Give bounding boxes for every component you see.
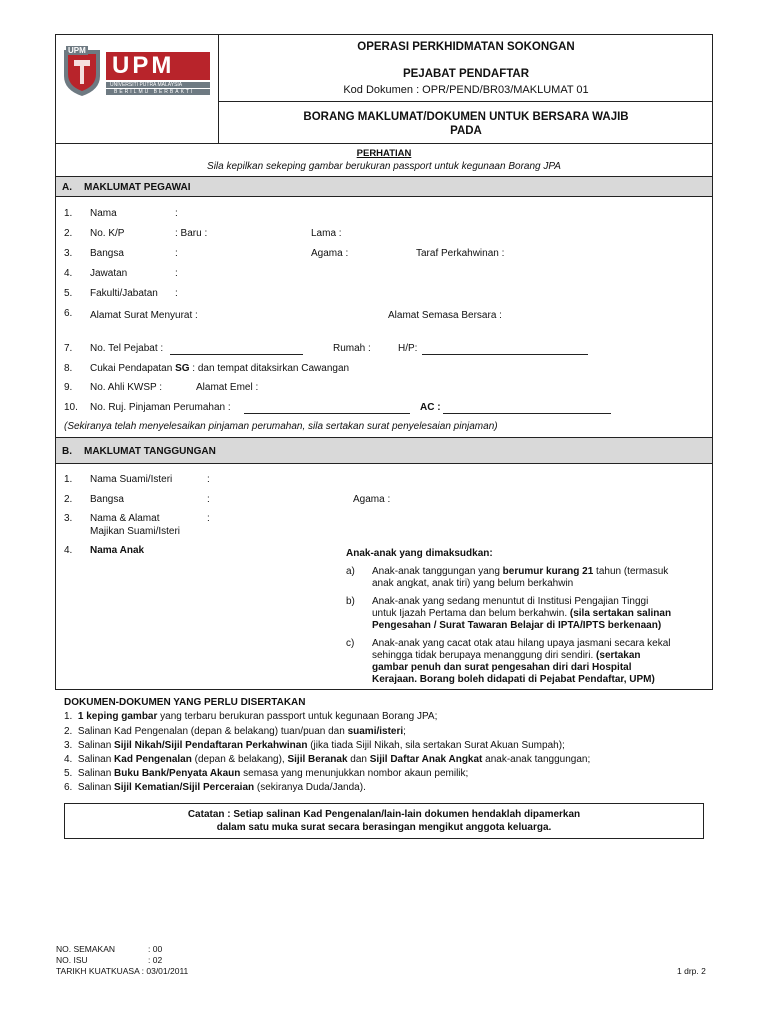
doc-2-t2: ; <box>403 726 406 737</box>
section-a-title: MAKLUMAT PEGAWAI <box>84 182 191 193</box>
doc-3-no: 3. <box>64 740 73 751</box>
catatan-line-1: Catatan : Setiap salinan Kad Pengenalan/lain-lain dokumen hendaklah dipamerkan <box>187 809 581 820</box>
a-r8-text <box>90 363 349 374</box>
a-r10-label: No. Ruj. Pinjaman Perumahan : <box>90 402 231 413</box>
a-r8-pre: Cukai Pendapatan <box>90 363 176 374</box>
b-r2-colon: : <box>207 494 210 505</box>
notice-text: Sila kepilkan sekeping gambar berukuran passport untuk kegunaan Borang JPA <box>207 161 561 172</box>
child-a-b1: berumur kurang 21 <box>502 566 594 577</box>
doc-2 <box>64 726 406 737</box>
header-title-2: PEJABAT PENDAFTAR <box>402 68 530 80</box>
a-r10-line <box>244 402 410 414</box>
a-r7-tel-line <box>170 343 303 355</box>
footer-semakan-val: : 00 <box>148 944 163 954</box>
doc-5-t1: Salinan <box>77 768 115 779</box>
child-c-line4: Kerajaan. Borang boleh didapati di Pejabat Pendaftar, UPM) <box>372 674 655 685</box>
child-c-letter: c) <box>346 638 355 649</box>
child-b-line1: Anak-anak yang sedang menuntut di Institusi Pengajian Tinggi <box>372 596 649 607</box>
doc-1-b: 1 keping gambar <box>77 711 158 722</box>
upm-logo <box>62 46 214 98</box>
child-c-line3: gambar penuh dan surat pengesahan diri dari Hospital <box>372 662 632 673</box>
a-r7-label: No. Tel Pejabat : <box>90 343 164 354</box>
a-r5-no: 5. <box>64 288 73 299</box>
doc-4-b1: Kad Pengenalan <box>114 754 192 765</box>
a-r10-ac-line <box>443 402 611 414</box>
b-r1-label: Nama Suami/Isteri <box>90 474 173 485</box>
footer-isu-val: : 02 <box>148 955 163 965</box>
a-r4-no: 4. <box>64 268 73 279</box>
child-a-letter: a) <box>346 566 355 577</box>
doc-2-b: suami/isteri <box>347 726 404 737</box>
child-a-line2: anak angkat, anak tiri) yang belum berkahwin <box>372 578 574 589</box>
a-r8-post: : dan tempat ditaksirkan Cawangan <box>189 363 350 374</box>
footer-semakan-label: NO. SEMAKAN <box>56 944 116 954</box>
doc-4-t2: (depan & belakang), <box>191 754 288 765</box>
doc-5-no: 5. <box>64 768 73 779</box>
section-b-title: MAKLUMAT TANGGUNGAN <box>84 446 216 457</box>
doc-4-t1: Salinan <box>77 754 115 765</box>
b-r4-no: 4. <box>64 545 73 556</box>
a-r9-no: 9. <box>64 382 73 393</box>
doc-6-t1: Salinan <box>77 782 115 793</box>
doc-4-b3: Sijil Daftar Anak Angkat <box>369 754 483 765</box>
a-r7-no: 7. <box>64 343 73 354</box>
child-c-line1: Anak-anak yang cacat otak atau hilang upaya jasmani secara kekal <box>372 638 671 649</box>
doc-4 <box>64 754 590 765</box>
a-r6-semasa: Alamat Semasa Bersara : <box>388 310 502 321</box>
a-r8-bold: SG <box>175 363 190 374</box>
a-note: (Sekiranya telah menyelesaikan pinjaman perumahan, sila sertakan surat penyelesaian pinjaman) <box>64 421 498 432</box>
doc-1-no: 1. <box>64 711 73 722</box>
header-title-1: OPERASI PERKHIDMATAN SOKONGAN <box>357 41 575 53</box>
a-r2-lama: Lama : <box>311 228 342 239</box>
child-c-line2 <box>372 650 641 661</box>
a-r3-taraf: Taraf Perkahwinan : <box>416 248 505 259</box>
child-b-letter: b) <box>346 596 355 607</box>
doc-4-t4: anak-anak tanggungan; <box>482 754 591 765</box>
notice-heading: PERHATIAN <box>356 148 412 159</box>
doc-1 <box>64 711 437 722</box>
child-b-line2 <box>372 608 671 619</box>
a-r6-no: 6. <box>64 308 73 319</box>
child-b-line3: Pengesahan / Surat Tawaran Belajar di IPTA/IPTS berkenaan) <box>372 620 662 631</box>
a-r6-label: Alamat Surat Menyurat : <box>90 310 198 321</box>
a-r1-label: Nama <box>90 208 117 219</box>
section-a-box <box>55 176 713 438</box>
doc-4-no: 4. <box>64 754 73 765</box>
a-r1-colon: : <box>175 208 178 219</box>
a-r5-label: Fakulti/Jabatan <box>90 288 158 299</box>
footer-isu-label: NO. ISU <box>56 955 88 965</box>
b-r1-no: 1. <box>64 474 73 485</box>
a-r3-agama: Agama : <box>311 248 349 259</box>
b-r3-label1: Nama & Alamat <box>90 513 160 524</box>
b-r3-no: 3. <box>64 513 73 524</box>
child-b-b1: (sila sertakan salinan <box>569 608 672 619</box>
logo-motto: BERILMU BERBAKTI <box>114 89 195 95</box>
doc-2-t1: Salinan Kad Pengenalan (depan & belakang) tuan/puan dan <box>77 726 348 737</box>
a-r9-emel: Alamat Emel : <box>196 382 259 393</box>
child-c-b1: (sertakan <box>596 650 641 661</box>
section-a-letter: A. <box>62 182 72 193</box>
b-r2-no: 2. <box>64 494 73 505</box>
b-r2-label: Bangsa <box>90 494 124 505</box>
logo-university: UNIVERSITI PUTRA MALAYSIA <box>110 82 183 88</box>
doc-4-t3: dan <box>347 754 370 765</box>
child-a-t1: Anak-anak tanggungan yang <box>372 566 503 577</box>
doc-3-t2: (jika tiada Sijil Nikah, sila sertakan Surat Akuan Sumpah); <box>307 740 565 751</box>
child-a-line1 <box>372 566 668 577</box>
doc-6-no: 6. <box>64 782 73 793</box>
a-r7-hp: H/P: <box>398 343 418 354</box>
doc-code: Kod Dokumen : OPR/PEND/BR03/MAKLUMAT 01 <box>343 84 589 96</box>
doc-3 <box>64 740 565 751</box>
children-title: Anak-anak yang dimaksudkan: <box>346 548 493 559</box>
b-r1-colon: : <box>207 474 210 485</box>
form-title-2: PADA <box>450 125 482 137</box>
a-r8-no: 8. <box>64 363 73 374</box>
doc-2-no: 2. <box>64 726 73 737</box>
child-b-t2: untuk Ijazah Pertama dan belum berkahwin. <box>372 608 570 619</box>
b-r3-label2: Majikan Suami/Isteri <box>90 526 181 537</box>
doc-1-t: yang terbaru berukuran passport untuk kegunaan Borang JPA; <box>157 711 438 722</box>
a-r10-ac: AC : <box>420 402 441 413</box>
a-r4-label: Jawatan <box>90 268 128 279</box>
a-r7-hp-line <box>422 343 588 355</box>
b-r3-colon: : <box>207 513 210 524</box>
doc-6 <box>64 782 366 793</box>
footer-tarikh: TARIKH KUATKUASA : 03/01/2011 <box>56 966 189 976</box>
a-r3-label: Bangsa <box>90 248 124 259</box>
doc-5-b: Buku Bank/Penyata Akaun <box>114 768 241 779</box>
section-a-header <box>55 176 713 197</box>
section-b-header <box>55 437 713 464</box>
a-r2-baru: : Baru : <box>175 228 208 239</box>
doc-5-t2: semasa yang menunjukkan nombor akaun pemilik; <box>240 768 469 779</box>
child-c-t2: sehingga tidak berupaya menanggung diri sendiri. <box>372 650 597 661</box>
documents-title: DOKUMEN-DOKUMEN YANG PERLU DISERTAKAN <box>64 697 306 708</box>
logo-brand: UPM <box>112 52 175 79</box>
doc-3-b: Sijil Nikah/Sijil Pendaftaran Perkahwinan <box>114 740 308 751</box>
doc-6-b: Sijil Kematian/Sijil Perceraian <box>114 782 255 793</box>
a-r5-colon: : <box>175 288 178 299</box>
a-r2-label: No. K/P <box>90 228 125 239</box>
a-r7-rumah: Rumah : <box>333 343 371 354</box>
a-r3-colon: : <box>175 248 178 259</box>
a-r2-no: 2. <box>64 228 73 239</box>
doc-6-t2: (sekiranya Duda/Janda). <box>254 782 366 793</box>
a-r1-no: 1. <box>64 208 73 219</box>
logo-initials: UPM <box>68 46 86 55</box>
form-title-1: BORANG MAKLUMAT/DOKUMEN UNTUK BERSARA WAJIB <box>303 111 629 123</box>
catatan-line-2: dalam satu muka surat secara berasingan mengikut anggota keluarga. <box>216 822 552 833</box>
a-r3-no: 3. <box>64 248 73 259</box>
a-r9-label: No. Ahli KWSP : <box>90 382 163 393</box>
header-divider-h <box>218 101 713 102</box>
a-row-1 <box>64 208 72 219</box>
doc-4-b2: Sijil Beranak <box>287 754 348 765</box>
child-a-t2: tahun (termasuk <box>593 566 669 577</box>
doc-3-t1: Salinan <box>77 740 115 751</box>
footer-page: 1 drp. 2 <box>677 966 706 976</box>
a-r10-no: 10. <box>64 402 78 413</box>
section-b-letter: B. <box>62 446 72 457</box>
doc-5 <box>64 768 468 779</box>
a-r4-colon: : <box>175 268 178 279</box>
b-r4-label: Nama Anak <box>90 545 145 556</box>
b-r2-agama: Agama : <box>353 494 391 505</box>
